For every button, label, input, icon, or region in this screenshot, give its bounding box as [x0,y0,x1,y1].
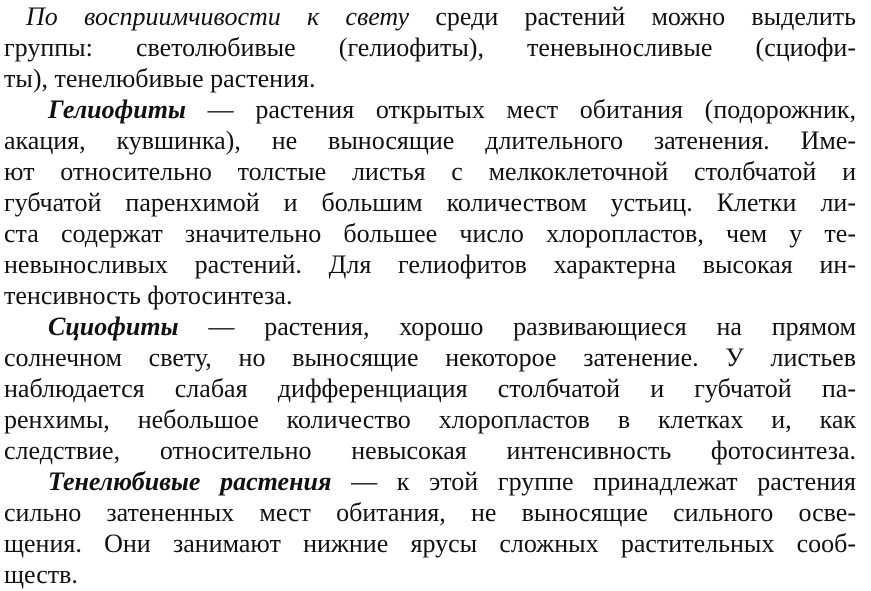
text-line: ют относительно толстые листья с мелкоклеточной столбчатой и [4,157,856,186]
text-line: губчатой паренхимой и большим количеством устьиц. Клетки ли- [4,188,856,217]
text-line: ста содержат значительно большее число хлоропластов, чем у те- [4,219,856,248]
text-line: наблюдается слабая дифференциация столбчатой и губчатой па- [4,374,856,403]
text-line [4,312,856,343]
term-heliophytes: Гелиофиты [48,95,186,124]
text-line [4,467,856,498]
text-line: сильно затененных мест обитания, не выносящие сильного осве- [4,498,856,527]
text-line: следствие, относительно невысокая интенсивность фотосинтеза. [4,436,856,465]
text-span: — растения, хорошо развивающиеся на прямом [178,312,856,341]
text-span: среди растений можно выделить [409,2,856,31]
text-line: акация, кувшинка), не выносящие длительного затенения. Име- [4,126,856,155]
text-line: ществ. [4,560,78,589]
term-shade-loving-plants: Тенелюбивые растения [48,467,332,496]
text-span: — растения открытых мест обитания (подорожник, [185,95,856,124]
term-sciophytes: Сциофиты [48,312,179,341]
text-line: щения. Они занимают нижние ярусы сложных растительных сооб- [4,529,856,558]
text-line: невыносливых растений. Для гелиофитов характерна высокая ин- [4,250,856,279]
text-line: ты), тенелюбивые растения. [4,64,316,93]
term-light-sensitivity: По восприимчивости к свету [26,2,410,31]
text-span: — к этой группе принадлежат растения [331,467,856,496]
text-line [4,2,856,33]
text-line: группы: светолюбивые (гелиофиты), теневыносливые (сциофи- [4,33,856,62]
text-line: солнечном свету, но выносящие некоторое затенение. У листьев [4,343,856,372]
text-line [4,95,856,126]
text-line: тенсивность фотосинтеза. [4,281,293,310]
text-line: ренхимы, небольшое количество хлоропластов в клетках и, как [4,405,856,434]
